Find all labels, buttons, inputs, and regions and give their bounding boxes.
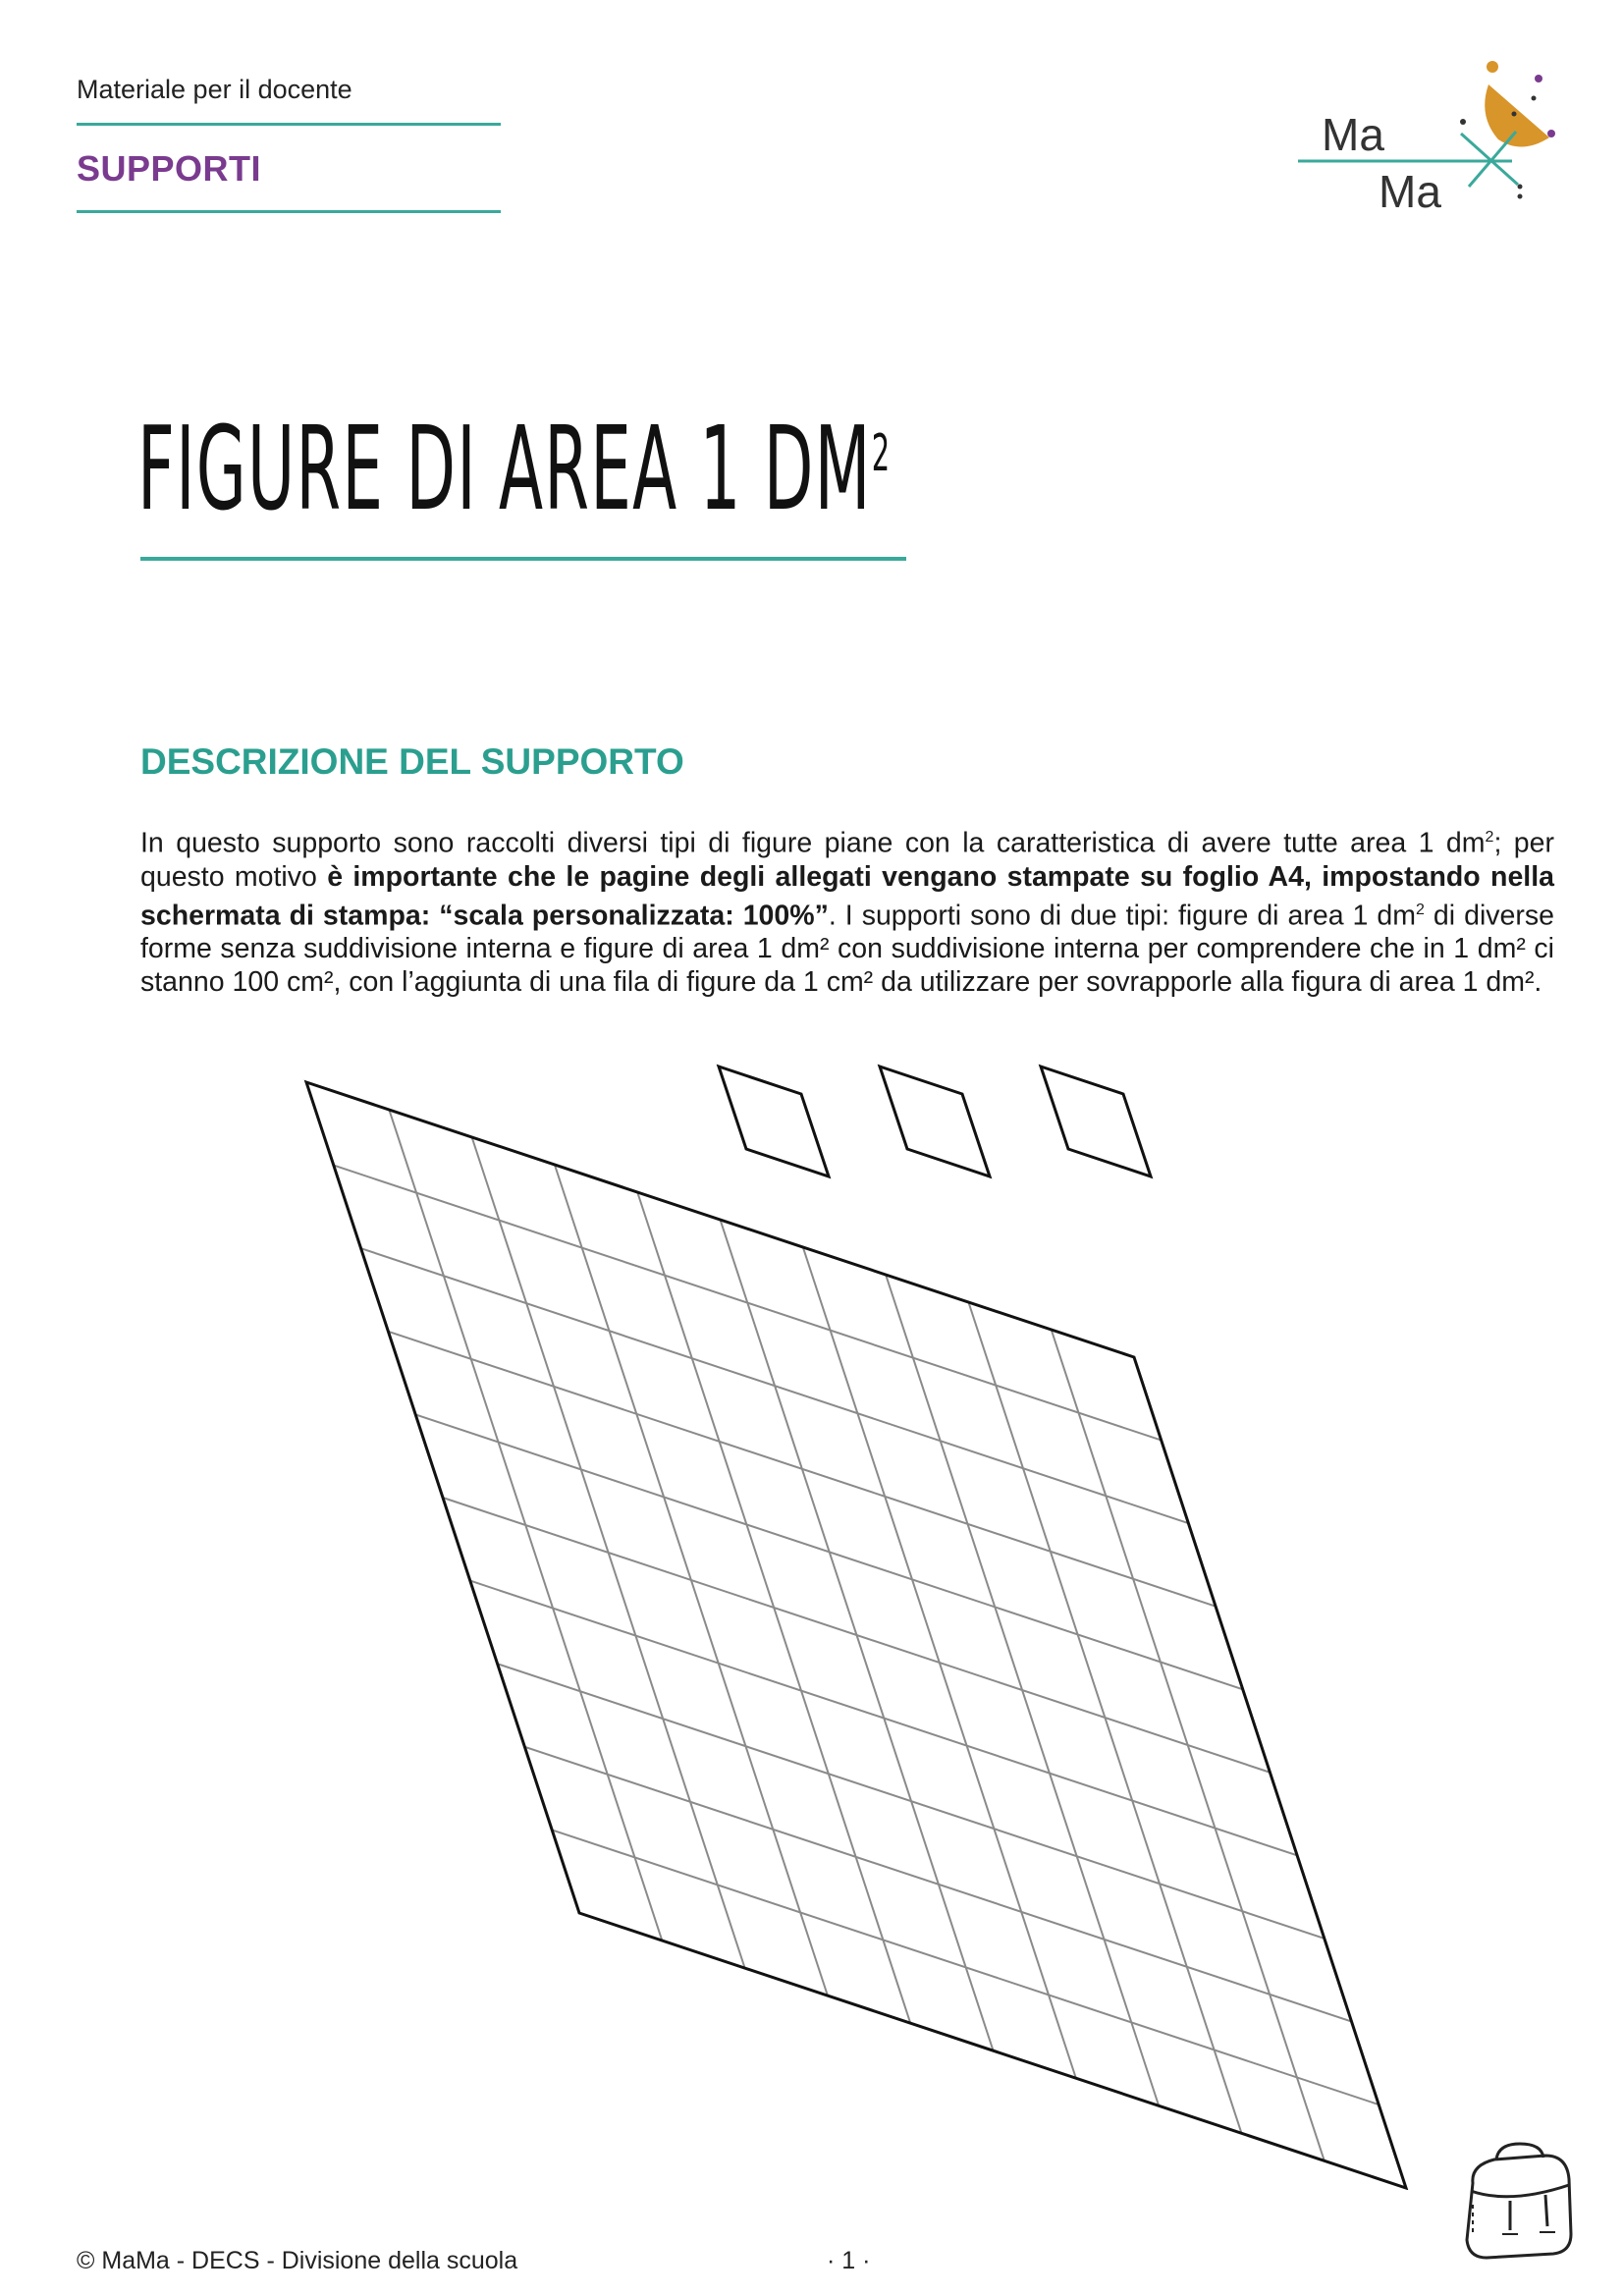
header <box>77 77 501 213</box>
grid-line <box>443 1498 1271 1773</box>
page-title-superscript: 2 <box>871 424 892 483</box>
description-text-3: . I supporti sono di due tipi: figure di area 1 dm <box>828 900 1417 931</box>
header-label: Materiale per il docente <box>77 75 352 104</box>
description-sup-2: 2 <box>1416 901 1425 918</box>
grid-line <box>803 1247 1076 2078</box>
grid-line <box>524 1747 1352 2022</box>
header-section: SUPPORTI <box>77 148 262 189</box>
description-bold: è importante che le pagine degli allegati vengano stampate su foglio A4, impostando nella schermata di stampa: “scala personalizzata: 100%” <box>140 860 1554 931</box>
header-rule-bottom <box>77 210 501 213</box>
logo-text-top: Ma <box>1322 109 1384 160</box>
footer-page-number: · 1 · <box>827 2247 871 2274</box>
description-paragraph <box>140 821 1554 999</box>
small-rhombus-1 <box>719 1066 829 1176</box>
school-bag-icon <box>1451 2136 1579 2264</box>
footer-copyright: © MaMa - DECS - Divisione della scuola <box>77 2247 518 2274</box>
grid-line <box>470 1581 1298 1856</box>
small-rhombus-2 <box>880 1066 990 1176</box>
section-heading: DESCRIZIONE DEL SUPPORTO <box>140 741 684 782</box>
description-text-4: di diverse forme senza suddivisione interna e figure di area 1 dm² con suddivisione interna per comprendere che in 1 dm² ci stanno 100 cm², con l’aggiunta di una fila di figure da 1 cm² da utilizzare per sovrapporle alla figura di area 1 dm². <box>140 900 1554 998</box>
grid-line <box>1052 1330 1325 2160</box>
small-rhombus-3 <box>1041 1066 1151 1176</box>
grid-line <box>886 1275 1159 2105</box>
title-underline <box>140 557 906 561</box>
description-text-1: In questo supporto sono raccolti diversi tipi di figure piane con la caratteristica di avere tutte area 1 dm <box>140 827 1486 859</box>
description-text-2: ; per questo motivo <box>140 827 1554 893</box>
logo-text-bottom: Ma <box>1379 166 1441 217</box>
page-title <box>137 401 892 536</box>
grid-line <box>498 1664 1325 1939</box>
grid-line <box>968 1302 1241 2133</box>
grid-line <box>552 1830 1380 2105</box>
page-title-text: FIGURE DI AREA 1 DM <box>137 401 872 536</box>
rhombus-grid-illustration <box>295 1051 1424 2190</box>
description-sup-1: 2 <box>1485 829 1494 846</box>
header-rule-top <box>77 123 501 126</box>
mama-logo <box>1286 57 1571 217</box>
